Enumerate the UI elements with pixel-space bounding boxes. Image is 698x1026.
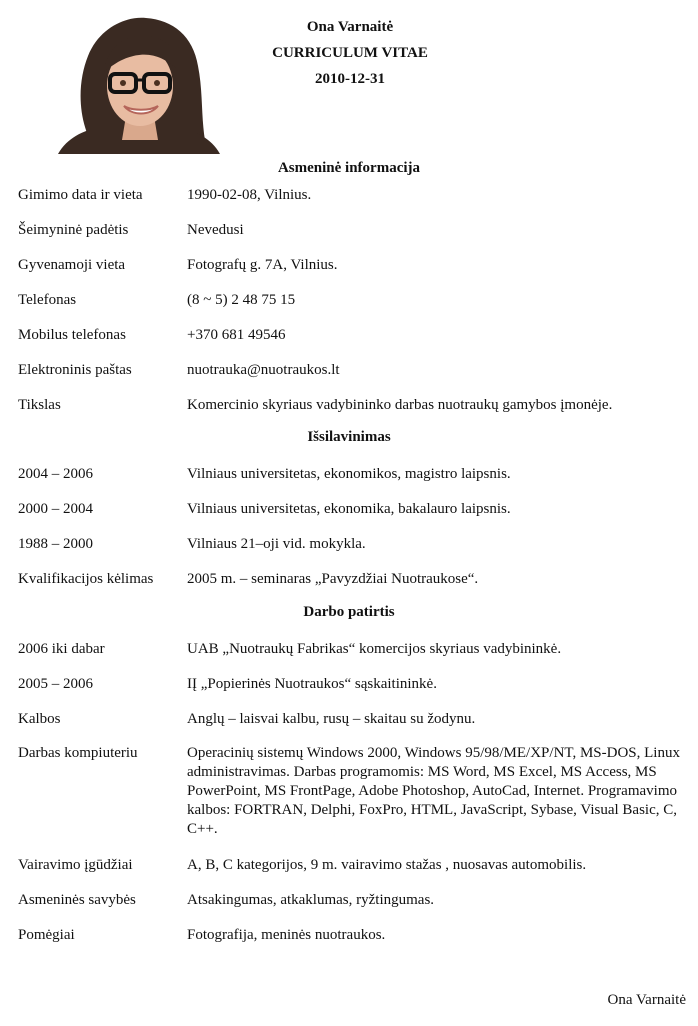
info-label: Telefonas	[18, 292, 77, 308]
experience-label: 2005 – 2006	[18, 676, 93, 692]
info-value: (8 ~ 5) 2 48 75 15	[187, 292, 296, 308]
info-value: Komercinio skyriaus vadybininko darbas nuotraukų gamybos įmonėje.	[187, 397, 613, 413]
education-value: Vilniaus 21–oji vid. mokykla.	[187, 536, 366, 552]
document-title: CURRICULUM VITAE	[272, 45, 428, 61]
section-title-experience: Darbo patirtis	[303, 604, 395, 620]
info-label: Šeimyninė padėtis	[18, 222, 129, 238]
info-value: +370 681 49546	[187, 327, 286, 343]
education-period: 2000 – 2004	[18, 501, 93, 517]
education-period: Kvalifikacijos kėlimas	[18, 571, 154, 587]
education-value: Vilniaus universitetas, ekonomikos, magistro laipsnis.	[187, 466, 511, 482]
person-name: Ona Varnaitė	[306, 19, 394, 35]
education-period: 1988 – 2000	[18, 536, 93, 552]
info-value: Fotografų g. 7A, Vilnius.	[187, 257, 338, 273]
email-value: nuotrauka@nuotraukos.lt	[187, 362, 340, 378]
footer-name: Ona Varnaitė	[607, 992, 686, 1008]
experience-value: IĮ „Popierinės Nuotraukos“ sąskaitininkė.	[187, 676, 437, 692]
info-label: Tikslas	[18, 397, 61, 413]
cv-header	[230, 14, 470, 92]
info-value: Nevedusi	[187, 222, 244, 238]
experience-label: Asmeninės savybės	[18, 892, 136, 908]
section-title-personal: Asmeninė informacija	[277, 160, 421, 176]
experience-label: Darbas kompiuteriu	[18, 745, 138, 761]
education-value: 2005 m. – seminaras „Pavyzdžiai Nuotraukose“.	[187, 571, 479, 587]
info-label: Elektroninis paštas	[18, 362, 132, 378]
info-value: 1990-02-08, Vilnius.	[187, 187, 312, 203]
experience-label: Kalbos	[18, 711, 61, 727]
info-label: Mobilus telefonas	[18, 327, 126, 343]
experience-value: UAB „Nuotraukų Fabrikas“ komercijos skyriaus vadybininkė.	[187, 641, 562, 657]
experience-value: A, B, C kategorijos, 9 m. vairavimo stažas , nuosavas automobilis.	[187, 857, 587, 873]
experience-label: Vairavimo įgūdžiai	[18, 857, 133, 873]
education-period: 2004 – 2006	[18, 466, 93, 482]
info-label: Gyvenamoji vieta	[18, 257, 126, 273]
experience-label: 2006 iki dabar	[18, 641, 105, 657]
experience-label: Pomėgiai	[18, 927, 75, 943]
section-title-education: Išsilavinimas	[307, 429, 391, 445]
info-label: Gimimo data ir vieta	[18, 187, 143, 203]
profile-photo	[58, 16, 220, 154]
experience-value: Anglų – laisvai kalbu, rusų – skaitau su žodynu.	[187, 711, 476, 727]
education-value: Vilniaus universitetas, ekonomika, bakalauro laipsnis.	[187, 501, 511, 517]
experience-value: Atsakingumas, atkaklumas, ryžtingumas.	[187, 892, 435, 908]
experience-value: Fotografija, meninės nuotraukos.	[187, 927, 386, 943]
experience-value: Operacinių sistemų Windows 2000, Windows 95/98/ME/XP/NT, MS-DOS, Linux administravimas. Darbas programomis: MS Word, MS Excel, MS Access, MS PowerPoint, MS FrontPage, Adobe Photoshop, AutoCad, Internet. Programavimo kalbos: FORTRAN, Delphi, FoxPro, HTML, JavaScript, Sybase, Visual Basic, C, C++.	[187, 745, 680, 837]
document-date: 2010-12-31	[315, 71, 385, 87]
